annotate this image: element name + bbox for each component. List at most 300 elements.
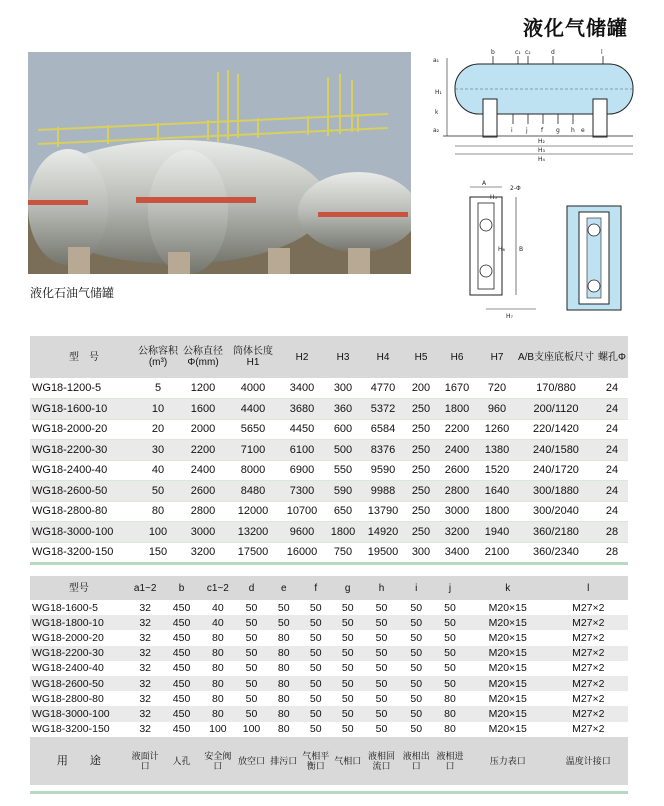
table-row — [30, 542, 628, 563]
table-cell: 50 — [341, 723, 354, 736]
table-row — [30, 522, 628, 543]
col-header: f — [300, 576, 332, 600]
table-cell: 50 — [245, 662, 258, 675]
table-cell: 80 — [212, 662, 224, 675]
table-cell: 300/2040 — [516, 501, 596, 522]
col-header: h — [364, 576, 400, 600]
col-header: H6 — [436, 336, 478, 378]
table-cell: 50 — [235, 615, 268, 630]
table-cell: 2200 — [436, 419, 478, 440]
usage-cell: 安全阀口 — [201, 737, 236, 785]
table-cell: 360/2340 — [516, 542, 596, 563]
col-header: A/B支座底板尺寸 — [516, 336, 596, 378]
table-cell: 450 — [163, 676, 201, 691]
usage-cell: 液相进口 — [433, 737, 467, 785]
table-cell: 50 — [300, 615, 332, 630]
table-cell: 80 — [201, 706, 236, 721]
table-cell: 50 — [309, 601, 322, 614]
label-h1: H₁ — [435, 89, 442, 96]
col-header: i — [399, 576, 433, 600]
label-H6: H₆ — [498, 246, 505, 253]
table-cell: 2200 — [178, 440, 228, 461]
table-cell: 50 — [309, 662, 322, 675]
table-cell: 40 — [201, 615, 236, 630]
usage-cell: 人孔 — [163, 737, 201, 785]
table-cell: 32 — [128, 676, 163, 691]
model-cell: WG18-2000-20 — [32, 631, 104, 644]
table-cell: 1940 — [478, 522, 516, 543]
col-header: j — [433, 576, 467, 600]
table-cell: 32 — [139, 692, 152, 705]
table-cell: 8000 — [228, 460, 278, 481]
col-header: H4 — [360, 336, 406, 378]
model-cell: WG18-3000-100 — [30, 522, 138, 543]
table-cell: 250 — [406, 501, 436, 522]
table-cell: 590 — [326, 481, 360, 502]
model-cell: WG18-1800-10 — [30, 615, 128, 630]
table-cell: 50 — [235, 646, 268, 661]
usage-row — [30, 737, 628, 785]
table-cell: 1800 — [436, 399, 478, 420]
table-cell: 50 — [433, 646, 467, 661]
table-cell: 80 — [277, 723, 290, 736]
table-cell: M27×2 — [549, 706, 628, 721]
label-a2: a₂ — [433, 127, 440, 134]
table-cell: 1380 — [478, 440, 516, 461]
table-cell: 50 — [444, 631, 456, 644]
table-cell: 50 — [433, 676, 467, 691]
col-header: 公称直径Φ(mm) — [178, 336, 228, 378]
col-header: 公称容积(m³) — [138, 336, 178, 378]
table-cell: 80 — [201, 676, 236, 691]
table-cell: 960 — [478, 399, 516, 420]
table-cell: M20×15 — [488, 723, 527, 736]
table-cell: 30 — [138, 440, 178, 461]
photo-caption: 液化石油气储罐 — [30, 286, 115, 300]
table-row — [30, 378, 628, 399]
table-cell: 50 — [444, 601, 456, 614]
table-cell: 250 — [406, 399, 436, 420]
model-cell: WG18-2400-40 — [30, 460, 138, 481]
table-cell: 1800 — [326, 522, 360, 543]
table-cell: 80 — [277, 692, 290, 705]
table-cell: 50 — [332, 676, 364, 691]
table-cell: 360/2180 — [516, 522, 596, 543]
table-cell: 32 — [139, 631, 152, 644]
support-plate-blue-diagram — [565, 204, 623, 312]
table-cell: 5 — [138, 378, 178, 399]
usage-cell: 液相出口 — [399, 737, 433, 785]
col-header: c1~2 — [201, 576, 236, 600]
table-cell: 50 — [300, 646, 332, 661]
table-cell: 5372 — [360, 399, 406, 420]
table-cell: 4400 — [228, 399, 278, 420]
table-cell: 50 — [364, 615, 400, 630]
table-cell: M27×2 — [549, 676, 628, 691]
table-header-row — [30, 576, 628, 600]
table-cell: 250 — [406, 440, 436, 461]
table-cell: 50 — [138, 481, 178, 502]
table-cell: 500 — [326, 440, 360, 461]
table-cell: 80 — [138, 501, 178, 522]
col-header: 螺孔Φ — [596, 336, 628, 378]
table-cell: 28 — [596, 542, 628, 563]
table-cell: 17500 — [228, 542, 278, 563]
table-row — [30, 501, 628, 522]
usage-cell: 压力表口 — [467, 737, 549, 785]
usage-cell: 放空口 — [235, 737, 268, 785]
table-cell: 24 — [596, 481, 628, 502]
table-cell: 32 — [139, 662, 152, 675]
table-cell: 50 — [332, 706, 364, 721]
label-c1: c₁ — [515, 49, 521, 56]
spec-table-nozzles — [30, 576, 628, 785]
table-cell: 80 — [433, 706, 467, 721]
table-cell: M27×2 — [572, 631, 605, 644]
label-h: h — [571, 127, 575, 134]
label-B: B — [519, 246, 524, 253]
table-cell: 50 — [341, 631, 354, 644]
table-cell: 50 — [399, 615, 433, 630]
table-cell: M27×2 — [572, 662, 605, 675]
model-cell: WG18-2200-30 — [30, 440, 138, 461]
table-cell: 1520 — [478, 460, 516, 481]
table-cell: 240/1720 — [516, 460, 596, 481]
label-g: g — [556, 127, 560, 134]
table-cell: 32 — [128, 615, 163, 630]
col-header: H7 — [478, 336, 516, 378]
table-cell: 24 — [596, 460, 628, 481]
table-cell: 100 — [209, 723, 227, 736]
col-header: 型 号 — [30, 336, 138, 378]
table-cell: 50 — [309, 631, 322, 644]
table-cell: 450 — [172, 601, 191, 614]
table-cell: 3400 — [278, 378, 326, 399]
table-cell: M20×15 — [467, 646, 549, 661]
table-cell: 10700 — [278, 501, 326, 522]
table-cell: 50 — [410, 692, 423, 705]
table-cell: 250 — [406, 460, 436, 481]
table-cell: 450 — [172, 692, 191, 705]
table-cell: 100 — [242, 723, 261, 736]
table-cell: 50 — [277, 601, 290, 614]
table-cell: 50 — [245, 631, 258, 644]
table-cell: M20×15 — [467, 706, 549, 721]
table-cell: 13790 — [360, 501, 406, 522]
table-cell: 100 — [138, 522, 178, 543]
table-cell: 7100 — [228, 440, 278, 461]
table-row — [30, 399, 628, 420]
table-cell: 50 — [341, 662, 354, 675]
table-cell: 150 — [138, 542, 178, 563]
col-header: b — [163, 576, 201, 600]
table-cell: 50 — [235, 676, 268, 691]
table-cell: 4000 — [228, 378, 278, 399]
table-cell: 2600 — [436, 460, 478, 481]
table-cell: 1670 — [436, 378, 478, 399]
usage-cell: 排污口 — [268, 737, 300, 785]
table-cell: 3000 — [178, 522, 228, 543]
table-cell: 50 — [433, 615, 467, 630]
model-cell: WG18-2800-80 — [32, 692, 104, 705]
label-f: f — [541, 127, 544, 134]
col-header: g — [332, 576, 364, 600]
model-cell: WG18-2600-50 — [30, 481, 138, 502]
table-cell: M27×2 — [572, 723, 605, 736]
col-header: H5 — [406, 336, 436, 378]
tank-photo-illustration — [28, 52, 411, 274]
table-cell: 50 — [410, 631, 423, 644]
table-cell: 80 — [212, 631, 224, 644]
table-cell: 450 — [163, 706, 201, 721]
table-cell: 13200 — [228, 522, 278, 543]
table-cell: 300 — [326, 378, 360, 399]
table-row — [30, 706, 628, 721]
col-header: d — [235, 576, 268, 600]
table-cell: 2800 — [178, 501, 228, 522]
table-cell: 50 — [341, 601, 354, 614]
table-cell: 12000 — [228, 501, 278, 522]
table-cell: 24 — [596, 501, 628, 522]
table-cell: 50 — [235, 706, 268, 721]
table-cell: 50 — [309, 692, 322, 705]
table-cell: 50 — [375, 601, 388, 614]
table-cell: 4450 — [278, 419, 326, 440]
table-cell: M20×15 — [488, 601, 527, 614]
table-cell: 50 — [444, 662, 456, 675]
table-cell: 80 — [268, 706, 300, 721]
table-cell: 1640 — [478, 481, 516, 502]
table-cell: 1200 — [178, 378, 228, 399]
table-cell: 2400 — [178, 460, 228, 481]
table-cell: 80 — [277, 662, 290, 675]
table-cell: 50 — [300, 706, 332, 721]
table-cell: 50 — [375, 723, 388, 736]
table-cell: 2400 — [436, 440, 478, 461]
table-cell: 7300 — [278, 481, 326, 502]
table-cell: 550 — [326, 460, 360, 481]
table-cell: 250 — [406, 522, 436, 543]
table-cell: 9988 — [360, 481, 406, 502]
table-cell: 80 — [444, 692, 456, 705]
table-cell: 3680 — [278, 399, 326, 420]
label-H4: H₄ — [538, 156, 545, 162]
table-cell: 3200 — [178, 542, 228, 563]
table-cell: 3400 — [436, 542, 478, 563]
divider-band — [30, 562, 628, 565]
table-cell: 250 — [406, 481, 436, 502]
table-cell: 450 — [172, 723, 191, 736]
table-cell: 650 — [326, 501, 360, 522]
model-cell: WG18-2800-80 — [30, 501, 138, 522]
table-cell: 3000 — [436, 501, 478, 522]
table-cell: 9590 — [360, 460, 406, 481]
col-header: k — [467, 576, 549, 600]
table-cell: 40 — [212, 601, 224, 614]
table-cell: 32 — [128, 646, 163, 661]
table-cell: 10 — [138, 399, 178, 420]
table-cell: 4770 — [360, 378, 406, 399]
table-cell: 50 — [410, 723, 423, 736]
usage-cell: 用 途 — [30, 737, 128, 785]
table-cell: 8480 — [228, 481, 278, 502]
table-cell: 50 — [399, 676, 433, 691]
model-cell: WG18-1600-5 — [32, 601, 98, 614]
table-cell: M20×15 — [488, 662, 527, 675]
col-header: H3 — [326, 336, 360, 378]
label-2-phi: 2-Φ — [510, 185, 521, 192]
table-cell: M27×2 — [549, 615, 628, 630]
model-cell: WG18-3000-100 — [30, 706, 128, 721]
table-row — [30, 646, 628, 661]
table-cell: 50 — [332, 646, 364, 661]
table-cell: 80 — [212, 692, 224, 705]
table-row — [30, 440, 628, 461]
table-header-row — [30, 336, 628, 378]
label-c2: c₂ — [525, 49, 531, 56]
tank-elevation-diagram — [433, 44, 643, 162]
label-b: b — [491, 49, 495, 56]
table-cell: M27×2 — [572, 692, 605, 705]
table-row — [30, 615, 628, 630]
table-cell: 50 — [410, 662, 423, 675]
table-cell: M20×15 — [488, 631, 527, 644]
table-cell: 5650 — [228, 419, 278, 440]
table-cell: 80 — [201, 646, 236, 661]
table-cell: M20×15 — [467, 615, 549, 630]
table-cell: 32 — [139, 601, 152, 614]
table-cell: 50 — [364, 676, 400, 691]
model-cell: WG18-3200-150 — [30, 542, 138, 563]
col-header: a1~2 — [128, 576, 163, 600]
table-cell: 50 — [375, 692, 388, 705]
table-cell: 600 — [326, 419, 360, 440]
model-cell: WG18-2000-20 — [30, 419, 138, 440]
table-cell: 2600 — [178, 481, 228, 502]
table-cell: 24 — [596, 440, 628, 461]
model-cell: WG18-3200-150 — [32, 723, 110, 736]
table-cell: 50 — [364, 706, 400, 721]
table-cell: 80 — [444, 723, 456, 736]
table-cell: 6100 — [278, 440, 326, 461]
label-i: i — [511, 127, 513, 134]
table-row — [30, 419, 628, 440]
divider-band — [30, 791, 628, 794]
label-l: l — [601, 49, 603, 56]
tank-photo — [28, 52, 411, 274]
table-cell: 8376 — [360, 440, 406, 461]
table-cell: 40 — [138, 460, 178, 481]
table-cell: 32 — [139, 723, 152, 736]
table-cell: 80 — [268, 646, 300, 661]
table-cell: 24 — [596, 419, 628, 440]
label-H2: H₂ — [538, 138, 545, 145]
table-cell: 50 — [341, 692, 354, 705]
label-A: A — [482, 180, 487, 187]
table-cell: 3200 — [436, 522, 478, 543]
table-cell: 6584 — [360, 419, 406, 440]
table-cell: 50 — [399, 706, 433, 721]
table-row — [30, 481, 628, 502]
col-header: 筒体长度H1 — [228, 336, 278, 378]
table-cell: M20×15 — [488, 692, 527, 705]
label-k: k — [435, 109, 439, 116]
table-cell: M27×2 — [572, 601, 605, 614]
spec-table-dimensions — [30, 336, 628, 563]
support-plate-diagram — [456, 175, 536, 320]
label-j: j — [526, 127, 528, 134]
table-cell: 50 — [245, 692, 258, 705]
model-cell: WG18-2200-30 — [30, 646, 128, 661]
table-cell: 170/880 — [516, 378, 596, 399]
col-header: e — [268, 576, 300, 600]
table-cell: M27×2 — [549, 646, 628, 661]
table-cell: 360 — [326, 399, 360, 420]
table-cell: 50 — [375, 631, 388, 644]
table-cell: 220/1420 — [516, 419, 596, 440]
table-cell: 50 — [364, 646, 400, 661]
table-cell: M20×15 — [467, 676, 549, 691]
table-cell: 50 — [410, 601, 423, 614]
usage-cell: 温度计接口 — [549, 737, 628, 785]
table-cell: 450 — [172, 662, 191, 675]
model-cell: WG18-1600-10 — [30, 399, 138, 420]
table-cell: 200 — [406, 378, 436, 399]
table-cell: 24 — [596, 399, 628, 420]
table-cell: 50 — [309, 723, 322, 736]
table-cell: 50 — [245, 601, 258, 614]
model-cell: WG18-2400-40 — [32, 662, 104, 675]
table-cell: 300/1880 — [516, 481, 596, 502]
table-cell: 2800 — [436, 481, 478, 502]
table-cell: 24 — [596, 378, 628, 399]
table-row — [30, 691, 628, 706]
table-cell: 2100 — [478, 542, 516, 563]
table-cell: 250 — [406, 419, 436, 440]
col-header: l — [549, 576, 628, 600]
table-cell: 16000 — [278, 542, 326, 563]
table-cell: 450 — [172, 631, 191, 644]
table-cell: 1260 — [478, 419, 516, 440]
table-cell: 200/1120 — [516, 399, 596, 420]
page-title: 液化气储罐 — [523, 16, 628, 40]
table-row — [30, 661, 628, 676]
table-cell: 80 — [277, 631, 290, 644]
table-cell: 50 — [268, 615, 300, 630]
table-cell: 2000 — [178, 419, 228, 440]
table-cell: 750 — [326, 542, 360, 563]
table-cell: 50 — [300, 676, 332, 691]
label-H5: H₅ — [490, 194, 497, 201]
table-cell: 50 — [399, 646, 433, 661]
table-cell: 50 — [332, 615, 364, 630]
table-row — [30, 722, 628, 737]
table-row — [30, 676, 628, 691]
table-cell: 300 — [406, 542, 436, 563]
table-cell: 1800 — [478, 501, 516, 522]
table-cell: 20 — [138, 419, 178, 440]
col-header: H2 — [278, 336, 326, 378]
label-H3: H₃ — [538, 147, 545, 154]
model-cell: WG18-2600-50 — [30, 676, 128, 691]
model-cell: WG18-1200-5 — [30, 378, 138, 399]
table-cell: 450 — [163, 615, 201, 630]
table-cell: 28 — [596, 522, 628, 543]
table-row — [30, 600, 628, 615]
label-e: e — [581, 127, 585, 134]
table-row — [30, 630, 628, 645]
table-cell: 19500 — [360, 542, 406, 563]
